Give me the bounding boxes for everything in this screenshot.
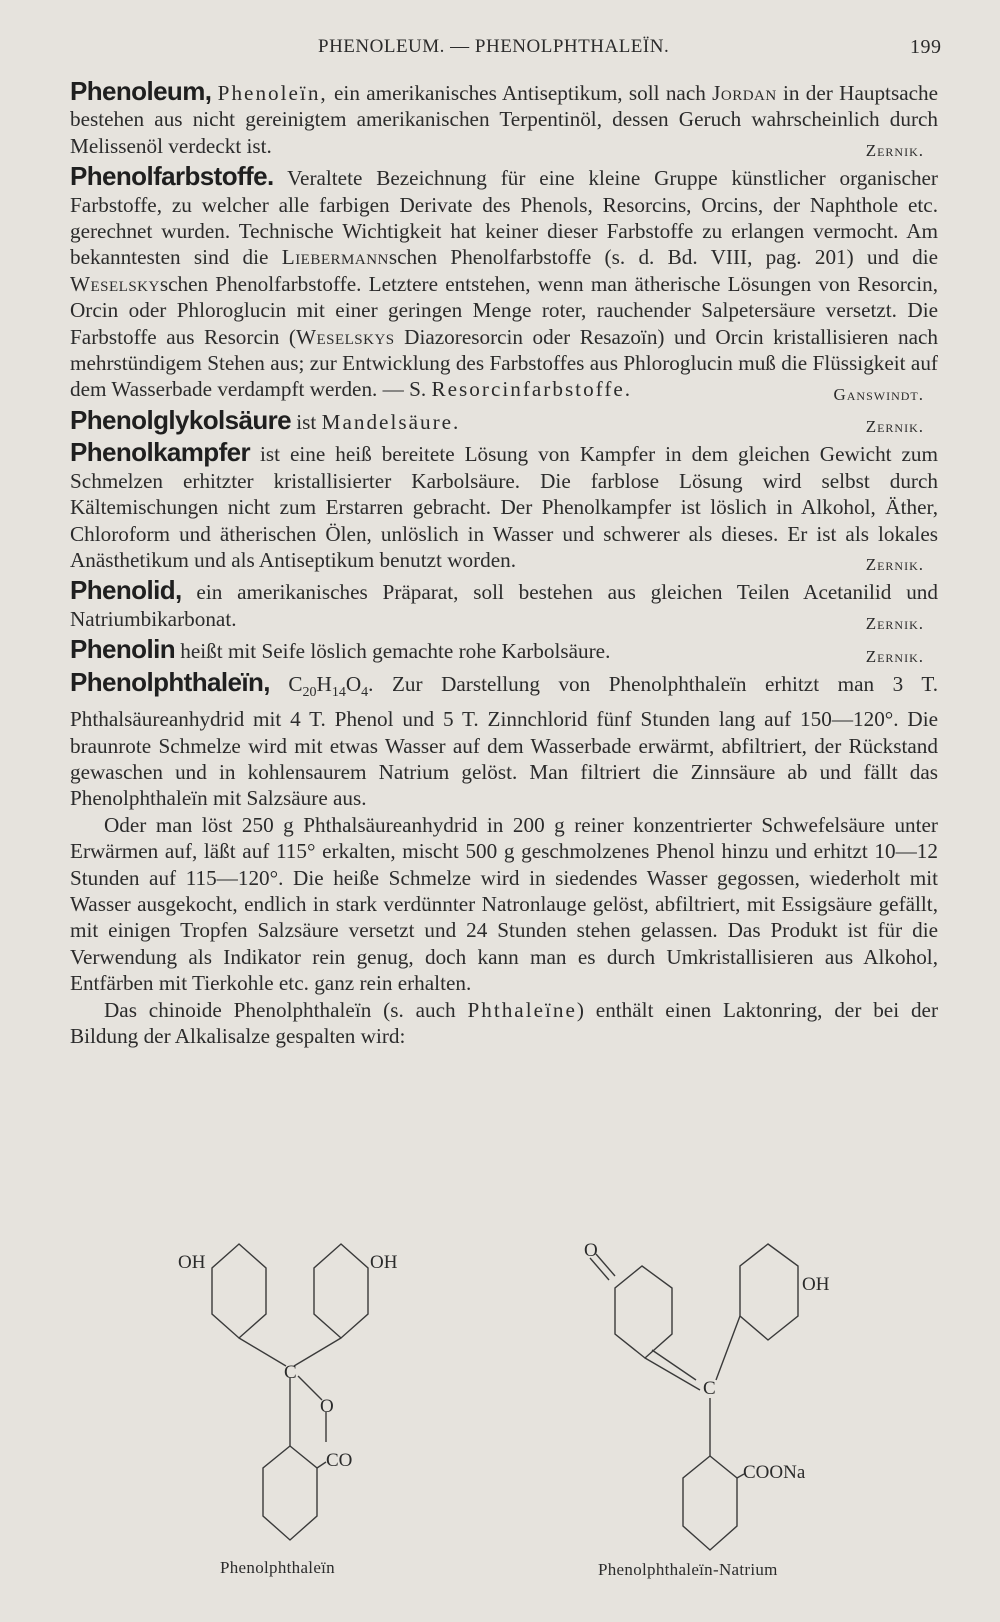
entry-phenolin xyxy=(70,636,938,664)
running-head xyxy=(0,36,1000,62)
entry-head: Phenoleum, xyxy=(70,76,212,106)
entry-author: Zernik. xyxy=(865,555,924,575)
carbonyl-label: CO xyxy=(326,1450,353,1471)
entry-head: Phenolfarbstoffe. xyxy=(70,161,274,192)
entry-author: Zernik. xyxy=(865,646,924,666)
entry-author: Zernik. xyxy=(865,614,924,634)
quinone-oxygen-label: O xyxy=(584,1240,598,1261)
author-reference: Weselsky xyxy=(70,271,160,296)
carboxylate-label: COONa xyxy=(743,1462,806,1483)
central-carbon-label: C xyxy=(703,1378,716,1399)
entry-text: schen Phenolfarbstoffe (s. d. Bd. VIII, pag. 201) und die xyxy=(388,245,938,270)
entry-head: Phenolglykolsäure xyxy=(70,404,291,435)
caption-phenolphthalein: Phenolphthaleïn xyxy=(220,1558,335,1577)
entry-head: Phenolid, xyxy=(70,575,182,606)
entry-head: Phenolphthaleïn, xyxy=(70,666,270,697)
running-title: PHENOLEUM. — PHENOLPHTHALEÏN. xyxy=(318,36,670,57)
structural-formulas xyxy=(0,1228,1000,1618)
entry-text: heißt mit Seife löslich gemachte rohe Karbolsäure. xyxy=(174,639,611,664)
body-text xyxy=(70,78,938,1049)
entry-head: Phenolkampfer xyxy=(70,437,251,468)
entry-phenolfarbstoffe xyxy=(70,163,938,403)
left-lactone-benzene-ring xyxy=(263,1446,317,1540)
entry-text: Diazoresorcin oder Resazoïn) und Orcin kristallisieren nach mehrstündigem Stehen aus; zur Entwicklung des Farbstoffes aus Phloroglucin muß die Flüssigkeit auf dem Wasserbade verdampft werden. — S. xyxy=(70,324,938,402)
entry-text: schen Phenolfarbstoffe. Letztere entstehen, wenn man ätherische Lösungen von Resorcin, Orcin oder Phloroglucin mit einer geringen Menge roter, rauchender Salpetersäure versetzt. Die Farbstoffe aus Resorcin ( xyxy=(70,271,938,349)
right-quinoid-ring xyxy=(615,1266,672,1358)
entry-text: . Zur Darstellung von Phenolphthaleïn erhitzt man 3 T. Phthalsäureanhydrid mit 4 T. Phenol und 5 T. Zinnchlorid fünf Stunden lang auf 150—120°. Die braunrote Schmelze wird mit etwas Wasser auf dem Wasserbade erwärmt, abfiltriert, der Rückstand gewaschen und in kohlensaurem Natrium gelöst. Man filtriert die Zinnsäure ab und fällt das Phenolphthaleïn mit Salzsäure aus. xyxy=(70,671,938,811)
structure-diagram xyxy=(0,1228,1000,1618)
left-phenol-ring-b xyxy=(314,1244,368,1338)
author-reference: Weselskys xyxy=(295,324,395,349)
cross-reference: Mandelsäure. xyxy=(321,409,461,434)
caption-phenolphthalein-sodium: Phenolphthaleïn-Natrium xyxy=(598,1560,778,1579)
author-reference: Liebermann xyxy=(281,245,389,270)
molecular-formula: $C_{20}H_{14}O_4$ xyxy=(288,671,369,700)
paragraph: Das chinoide Phenolphthaleïn (s. auch Phthaleïne) enthält einen Laktonring, der bei der Bildung der Alkalisalze gespalten wird: xyxy=(70,997,939,1049)
right-benzoate-ring xyxy=(683,1456,737,1550)
entry-phenolid xyxy=(70,577,938,632)
cross-reference: Resorcinfarbstoffe. xyxy=(431,377,633,402)
spaced-term: Phenoleïn, xyxy=(217,81,328,105)
entry-phenolglykolsaeure xyxy=(70,404,938,437)
entry-phenolphthalein xyxy=(70,666,938,812)
entry-author: Zernik. xyxy=(865,417,924,437)
central-carbon-label: C xyxy=(284,1362,297,1383)
entry-text: ist eine heiß bereitete Lösung von Kampfer in dem gleichen Gewicht zum Schmelzen erhitzter kristallisierter Karbolsäure. Die farblose Lösung wird selbst durch Kältemischungen nicht zum Erstarren gebracht. Der Phenolkampfer ist löslich in Alkohol, Äther, Chloroform und ätherischen Ölen, unlöslich in Wasser und schwerer als dieses. Er ist als lokales Anästhetikum und als Antiseptikum benutzt worden. xyxy=(70,442,938,572)
entry-head: Phenolin xyxy=(70,634,175,665)
entry-author: Ganswindt. xyxy=(833,384,924,404)
entry-text: ein amerikanisches Antiseptikum, soll nach xyxy=(327,81,713,105)
hydroxyl-label-left: OH xyxy=(178,1252,206,1273)
entry-phenoleum xyxy=(70,78,938,159)
entry-phenolkampfer xyxy=(70,439,938,573)
right-phenol-ring xyxy=(740,1244,798,1340)
entry-author: Zernik. xyxy=(865,141,924,161)
entry-text: ist xyxy=(290,409,322,434)
lactone-oxygen-label: O xyxy=(320,1396,334,1417)
entry-text: Veraltete Bezeichnung für eine kleine Gruppe künstlicher organischer Farbstoffe, zu welcher alle farbigen Derivate des Phenols, Resorcins, Orcins, der Naphthole etc. gerechnet wurden. Technische Wichtigkeit hat keiner dieser Farbstoffe zu erlangen vermocht. Am bekanntesten sind die xyxy=(70,166,938,270)
author-reference: Jordan xyxy=(712,81,777,105)
hydroxyl-label-right: OH xyxy=(370,1252,398,1273)
hydroxyl-label: OH xyxy=(802,1274,830,1295)
paragraph: Oder man löst 250 g Phthalsäureanhydrid in 200 g reiner konzentrierter Schwefelsäure unter Erwärmen auf, läßt auf 115° erkalten, mischt 500 g geschmolzenes Phenol hinzu und erhitzt 10—12 Stunden auf 115—120°. Die heiße Schmelze wird in siedendes Wasser gegossen, wiederholt mit Wasser ausgekocht, endlich in stark verdünnter Natronlauge gelöst, abfiltriert, mit Essigsäure gefällt, mit einigen Tropfen Salzsäure versetzt und 24 Stunden stehen gelassen. Das Produkt ist für die Verwendung als Indikator rein genug, doch kann man es durch Umkristallisieren aus Alkohol, Entfärben mit Tierkohle etc. ganz rein erhalten. xyxy=(70,812,938,996)
entry-text: ein amerikanisches Präparat, soll bestehen aus gleichen Teilen Acetanilid und Natriumbikarbonat. xyxy=(70,580,938,631)
cross-reference: Phthaleïne xyxy=(467,997,577,1022)
entry-text: in der Hauptsache bestehen aus nicht gereinigtem amerikanischen Terpentinöl, dessen Geruch wahrscheinlich durch Melissenöl verdeckt ist. xyxy=(70,81,938,158)
page-number: 199 xyxy=(910,36,942,58)
left-phenol-ring-a xyxy=(212,1244,266,1338)
